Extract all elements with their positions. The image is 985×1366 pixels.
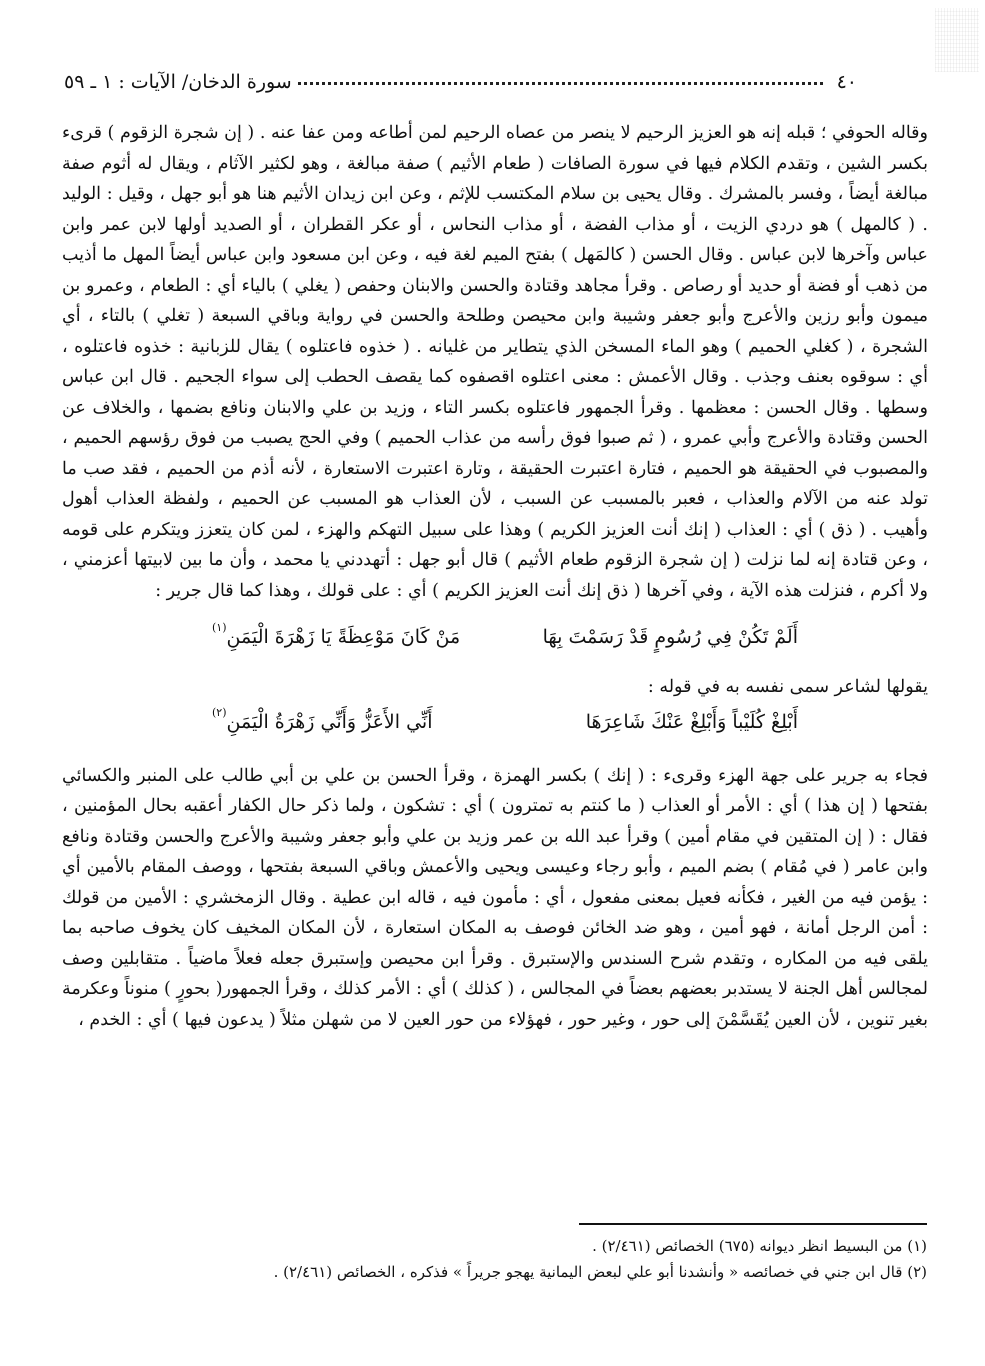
verse-intro: يقولها لشاعر سمى نفسه به في قوله :	[647, 677, 928, 697]
footnote-1: (١) من البسيط انظر ديوانه (٦٧٥) الخصائص (٢/٤٦١) .	[592, 1237, 927, 1255]
verse-first-hemistich: أَلَمْ تَكُنْ فِي رُسُومٍ قَدْ رَسَمْتَ بِهَا	[542, 626, 798, 648]
scan-artifact	[935, 8, 979, 72]
footnotes	[187, 1233, 927, 1285]
running-header	[64, 68, 857, 96]
page-number: ٤٠	[836, 71, 857, 93]
footnote-mark: (١)	[212, 621, 227, 634]
footnote-mark: (٢)	[212, 705, 227, 719]
verse-second-hemistich	[212, 622, 460, 652]
verse-text: أَنِّي الأَعَزُّ وَأَنِّي زَهْرَةُ الْيَمَنِ	[226, 710, 433, 733]
verse-second-hemistich	[212, 707, 432, 737]
footnote-2: (٢) قال ابن جني في خصائصه « وأنشدنا أبو علي لبعض اليمانية يهجو جريراً » فذكره ، الخصائص (٢/٤٦١) .	[273, 1263, 927, 1281]
footnote-divider	[579, 1223, 927, 1225]
verse-text: مَنْ كَانَ مَوْعِظَةً يَا زَهْرَةَ الْيَمَنِ	[226, 626, 461, 648]
poetry-verse-1	[62, 622, 928, 652]
paragraph: فجاء به جرير على جهة الهزء وقرىء : ( إنك ) بكسر الهمزة ، وقرأ الحسن بن علي بن أبي طالب على المنبر والكسائي بفتحها ( إن هذا ) أي : الأمر أو العذاب ( ما كنتم به تمترون ) أي : تشكون ، ولما ذكر حال الكفار أعقبه بحال المؤمنين ، فقال : ( إن المتقين في مقام أمين ) وقرأ عبد الله بن عمر وزيد بن علي وأبو جعفر وشيبة والأعرج والحسن وقتادة ونافع وابن عامر ( في مُقام ) بضم الميم ، وأبو رجاء وعيسى ويحيى والأعمش وباقي السبعة بفتحها ، ووصف المقام بالأمين أي : يؤمن فيه من الغير ، فكأنه فعيل بمعنى مفعول ، أي : مأمون فيه ، قاله ابن عطية . وقال الزمخشري : الأمين من قولك : أمن الرجل أمانة ، فهو أمين ، وهو ضد الخائن فوصف به المكان استعارة ، لأن المكان المخيف كان يخوف صاحبه بما يلقى فيه من المكاره ، وتقدم شرح السندس والإستبرق . وقرأ ابن محيصن وإستبرق جعله فعلاً ماضياً . متقابلين وصف لمجالس أهل الجنة لا يستدبر بعضهم بعضاً في المجالس ، ( كذلك ) أي : الأمر كذلك ، وقرأ الجمهور( بحورٍ ) منوناً وعكرمة بغير تنوين ، لأن العين يُقَسَّمْنَ إلى حور ، وغير حور ، فهؤلاء من حور العين لا من شهلن مثلاً ( يدعون فيها ) أي : الخدم ،	[62, 765, 928, 1030]
poetry-verse-2	[62, 707, 928, 737]
verse-first-hemistich: أَبْلِغْ كُلَيْباً وَأَبْلِغْ عَنْكَ شَاعِرَهَا	[585, 710, 798, 733]
running-title: سورة الدخان/ الآيات : ١ ـ ٥٩	[64, 71, 292, 93]
main-text	[62, 118, 928, 1035]
paragraph: وقاله الحوفي ؛ قبله إنه هو العزيز الرحيم لا ينصر من عصاه الرحيم لمن أطاعه ومن عفا عنه . ( إن شجرة الزقوم ) قرىء بكسر الشين ، وتقدم الكلام فيها في سورة الصافات ( طعام الأثيم ) صفة مبالغة ، وهو لكثير الآثام ، ويقال له أثوم صفة مبالغة أيضاً ، وفسر بالمشرك . وقال يحيى بن سلام المكتسب للإثم ، وعن ابن زيدان الأثيم هنا هو أبو جهل ، وقيل : الوليد . ( كالمهل ) هو دردي الزيت ، أو مذاب الفضة ، أو مذاب النحاس ، أو عكر القطران ، أو الصديد أولها لابن عمر وابن عباس وآخرها لابن عباس . وقال الحسن ( كالمَهل ) بفتح الميم لغة فيه ، وعن ابن مسعود وابن عباس أيضاً المهل ما أذيب من ذهب أو فضة أو حديد أو رصاص . وقرأ مجاهد وقتادة والحسن والابنان وحفص ( يغلي ) بالياء أي : الطعام ، وعمرو بن ميمون وأبو رزين والأعرج وأبو جعفر وشيبة وابن محيصن وطلحة والحسن في رواية وباقي السبعة ( تغلي ) بالتاء ، أي الشجرة ، ( كغلي الحميم ) وهو الماء المسخن الذي يتطاير من غليانه . ( خذوه فاعتلوه ) يقال للزبانية : خذوه فاعتلوه ، أي : سوقوه بعنف وجذب . وقال الأعمش : معنى اعتلوه اقصفوه كما يقصف الحطب إلى سواء الجحيم . قال ابن عباس وسطها . وقال الحسن : معظمها . وقرأ الجمهور فاعتلوه بكسر التاء ، وزيد بن علي والابنان ونافع بضمها ، والخلاف عن الحسن وقتادة والأعرج وأبي عمرو ، ( ثم صبوا فوق رأسه من عذاب الحميم ) وفي الحج يصبب من فوق رؤسهم الحميم ، والمصبوب في الحقيقة هو الحميم ، فتارة اعتبرت الحقيقة ، وتارة اعتبرت الاستعارة ، لأنه أذم من الحميم ، فقد صب ما تولد عنه من الآلام والعذاب ، فعبر بالمسبب عن السبب ، لأن العذاب هو المسبب عن الحميم ، ولفظة العذاب أهول وأهيب . ( ذق ) أي : العذاب ( إنك أنت العزيز الكريم ) وهذا على سبيل التهكم والهزء ، لمن كان يتعزز ويتكرم على قومه ، وعن قتادة إنه لما نزلت ( إن شجرة الزقوم طعام الأثيم ) قال أبو جهل : أتهددني يا محمد ، وأن ما بين لابيتها أعزمني ، ولا أكرم ، فنزلت هذه الآية ، وفي آخرها ( ذق إنك أنت العزيز الكريم ) أي : على قولك ، وهذا كما قال جرير :	[62, 123, 928, 601]
dotted-leader	[298, 80, 823, 85]
